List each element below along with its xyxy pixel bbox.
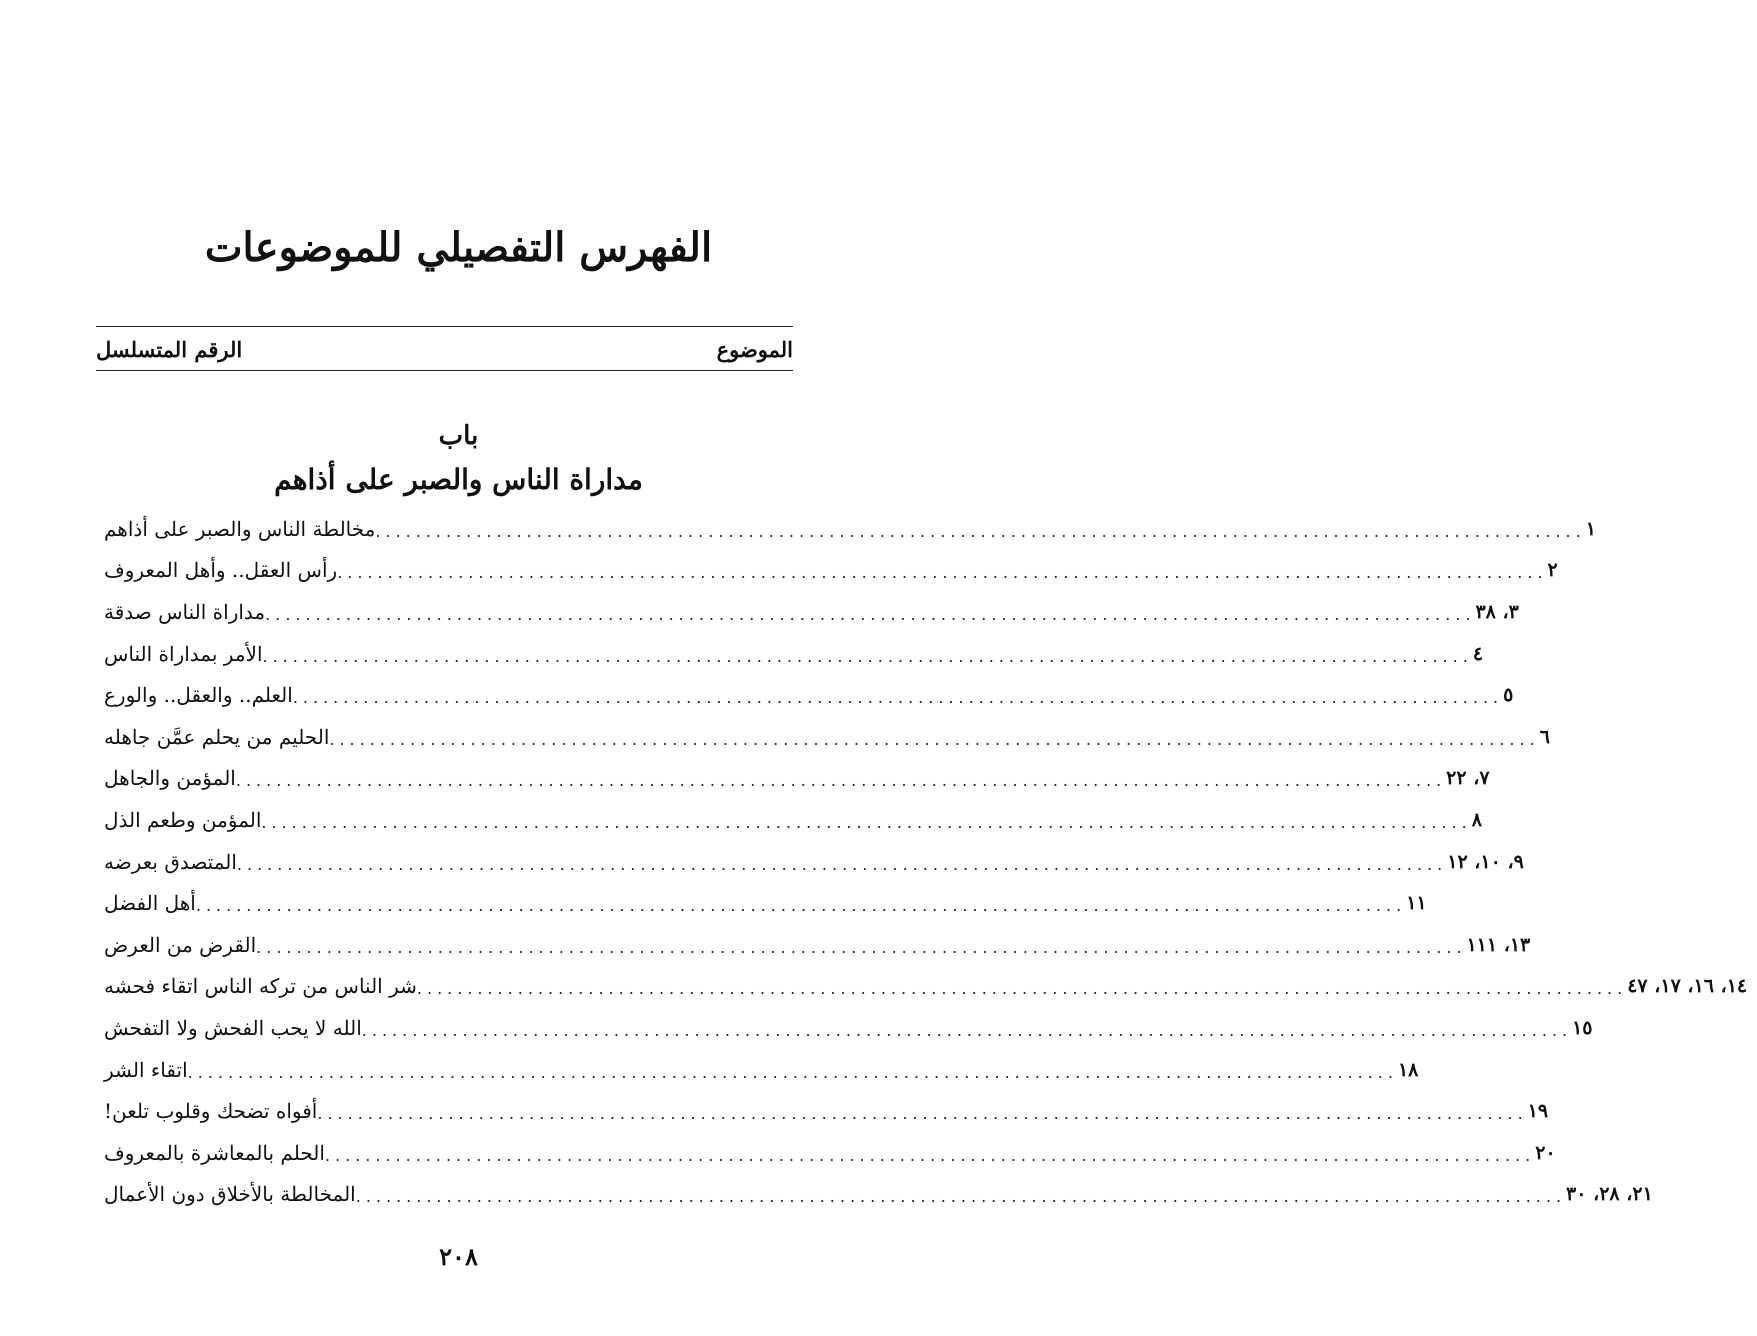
- section-label: باب: [438, 421, 479, 451]
- column-header-topic: الموضوع: [716, 337, 793, 362]
- entry-numbers: ١٨: [1397, 1058, 1419, 1081]
- dot-leader: ........................................................................................................................: [236, 854, 1448, 874]
- entry-topic: المخالطة بالأخلاق دون الأعمال: [104, 1182, 356, 1207]
- column-header-number: الرقم المتسلسل: [96, 337, 243, 362]
- entry-topic: اتقاء الشر: [104, 1057, 188, 1082]
- dot-leader: ........................................................................................................................: [265, 604, 1476, 624]
- entry-topic: أهل الفضل: [104, 891, 196, 916]
- dot-leader: ........................................................................................................................: [329, 729, 1540, 749]
- index-entry: [96, 758, 1490, 800]
- entry-numbers: ٢١، ٢٨، ٣٠: [1566, 1183, 1653, 1206]
- index-entry: [96, 799, 1482, 841]
- entry-topic: الحلم بالمعاشرة بالمعروف: [104, 1140, 325, 1165]
- index-entry: [96, 841, 1524, 883]
- page-number: ٢٠٨: [439, 1242, 478, 1271]
- entry-topic: المؤمن والجاهل: [104, 766, 236, 791]
- dot-leader: ........................................................................................................................: [375, 521, 1586, 541]
- entry-numbers: ١٩: [1527, 1100, 1549, 1123]
- entry-topic: المتصدق بعرضه: [104, 849, 237, 874]
- entry-topic: مداراة الناس صدقة: [104, 599, 266, 624]
- entry-numbers: ٩، ١٠، ١٢: [1447, 850, 1524, 873]
- dot-leader: ........................................................................................................................: [324, 1145, 1536, 1165]
- entry-numbers: ١٤، ١٦، ١٧، ٤٧: [1627, 975, 1748, 998]
- dot-leader: ........................................................................................................................: [235, 771, 1447, 791]
- dot-leader: ........................................................................................................................: [337, 563, 1548, 583]
- entry-numbers: ٢٠: [1535, 1141, 1556, 1164]
- entry-numbers: ١: [1585, 517, 1596, 540]
- index-entry: [96, 882, 1427, 924]
- entry-numbers: ٤: [1472, 642, 1484, 665]
- dot-leader: ........................................................................................................................: [187, 1062, 1398, 1082]
- entry-numbers: ٧، ٢٢: [1446, 767, 1490, 790]
- entry-numbers: ١٣، ١١١: [1466, 933, 1531, 956]
- entry-numbers: ٨: [1471, 808, 1482, 831]
- entry-topic: أفواه تضحك وقلوب تلعن!: [104, 1099, 318, 1124]
- entry-topic: القرض من العرض: [104, 932, 257, 957]
- entry-topic: الله لا يحب الفحش ولا التفحش: [104, 1015, 362, 1040]
- index-entry: [96, 550, 1558, 592]
- dot-leader: ........................................................................................................................: [317, 1104, 1528, 1124]
- entry-topic: رأس العقل.. وأهل المعروف: [104, 558, 338, 583]
- dot-leader: ........................................................................................................................: [355, 1187, 1567, 1207]
- entry-numbers: ٥: [1503, 684, 1514, 707]
- entry-topic: العلم.. والعقل.. والورع: [104, 683, 293, 708]
- page-title: الفهرس التفصيلي للموضوعات: [204, 224, 713, 271]
- index-entry: [96, 966, 1748, 1008]
- index-entry: [96, 1007, 1593, 1049]
- header-rule-top: [96, 326, 793, 327]
- dot-leader: ........................................................................................................................: [261, 812, 1472, 832]
- entry-topic: شر الناس من تركه الناس اتقاء فحشه: [104, 974, 417, 999]
- entry-numbers: ٦: [1539, 725, 1550, 748]
- index-entry: [96, 508, 1596, 550]
- entry-numbers: ٢: [1547, 559, 1558, 582]
- index-entry: [96, 1174, 1653, 1216]
- header-rule-bottom: [96, 370, 793, 371]
- entry-topic: المؤمن وطعم الذل: [104, 807, 262, 832]
- entry-topic: الأمر بمداراة الناس: [104, 641, 263, 666]
- index-entries: [96, 508, 1748, 1215]
- dot-leader: ........................................................................................................................: [361, 1020, 1573, 1040]
- index-entry: [96, 1090, 1549, 1132]
- entry-numbers: ١٥: [1572, 1016, 1593, 1039]
- index-entry: [96, 1132, 1556, 1174]
- index-entry: [96, 674, 1514, 716]
- dot-leader: ........................................................................................................................: [256, 937, 1467, 957]
- index-entry: [96, 591, 1519, 633]
- section-heading: مداراة الناس والصبر على أذاهم: [274, 463, 643, 496]
- entry-topic: مخالطة الناس والصبر على أذاهم: [104, 516, 376, 541]
- index-entry: [96, 1049, 1419, 1091]
- dot-leader: ........................................................................................................................: [292, 688, 1504, 708]
- dot-leader: ........................................................................................................................: [416, 979, 1628, 999]
- entry-numbers: ١١: [1406, 892, 1427, 915]
- dot-leader: ........................................................................................................................: [262, 646, 1473, 666]
- entry-numbers: ٣، ٣٨: [1475, 600, 1519, 623]
- entry-topic: الحليم من يحلم عمَّن جاهله: [104, 724, 330, 749]
- index-entry: [96, 716, 1550, 758]
- index-entry: [96, 924, 1531, 966]
- index-entry: [96, 633, 1484, 675]
- dot-leader: ........................................................................................................................: [195, 896, 1407, 916]
